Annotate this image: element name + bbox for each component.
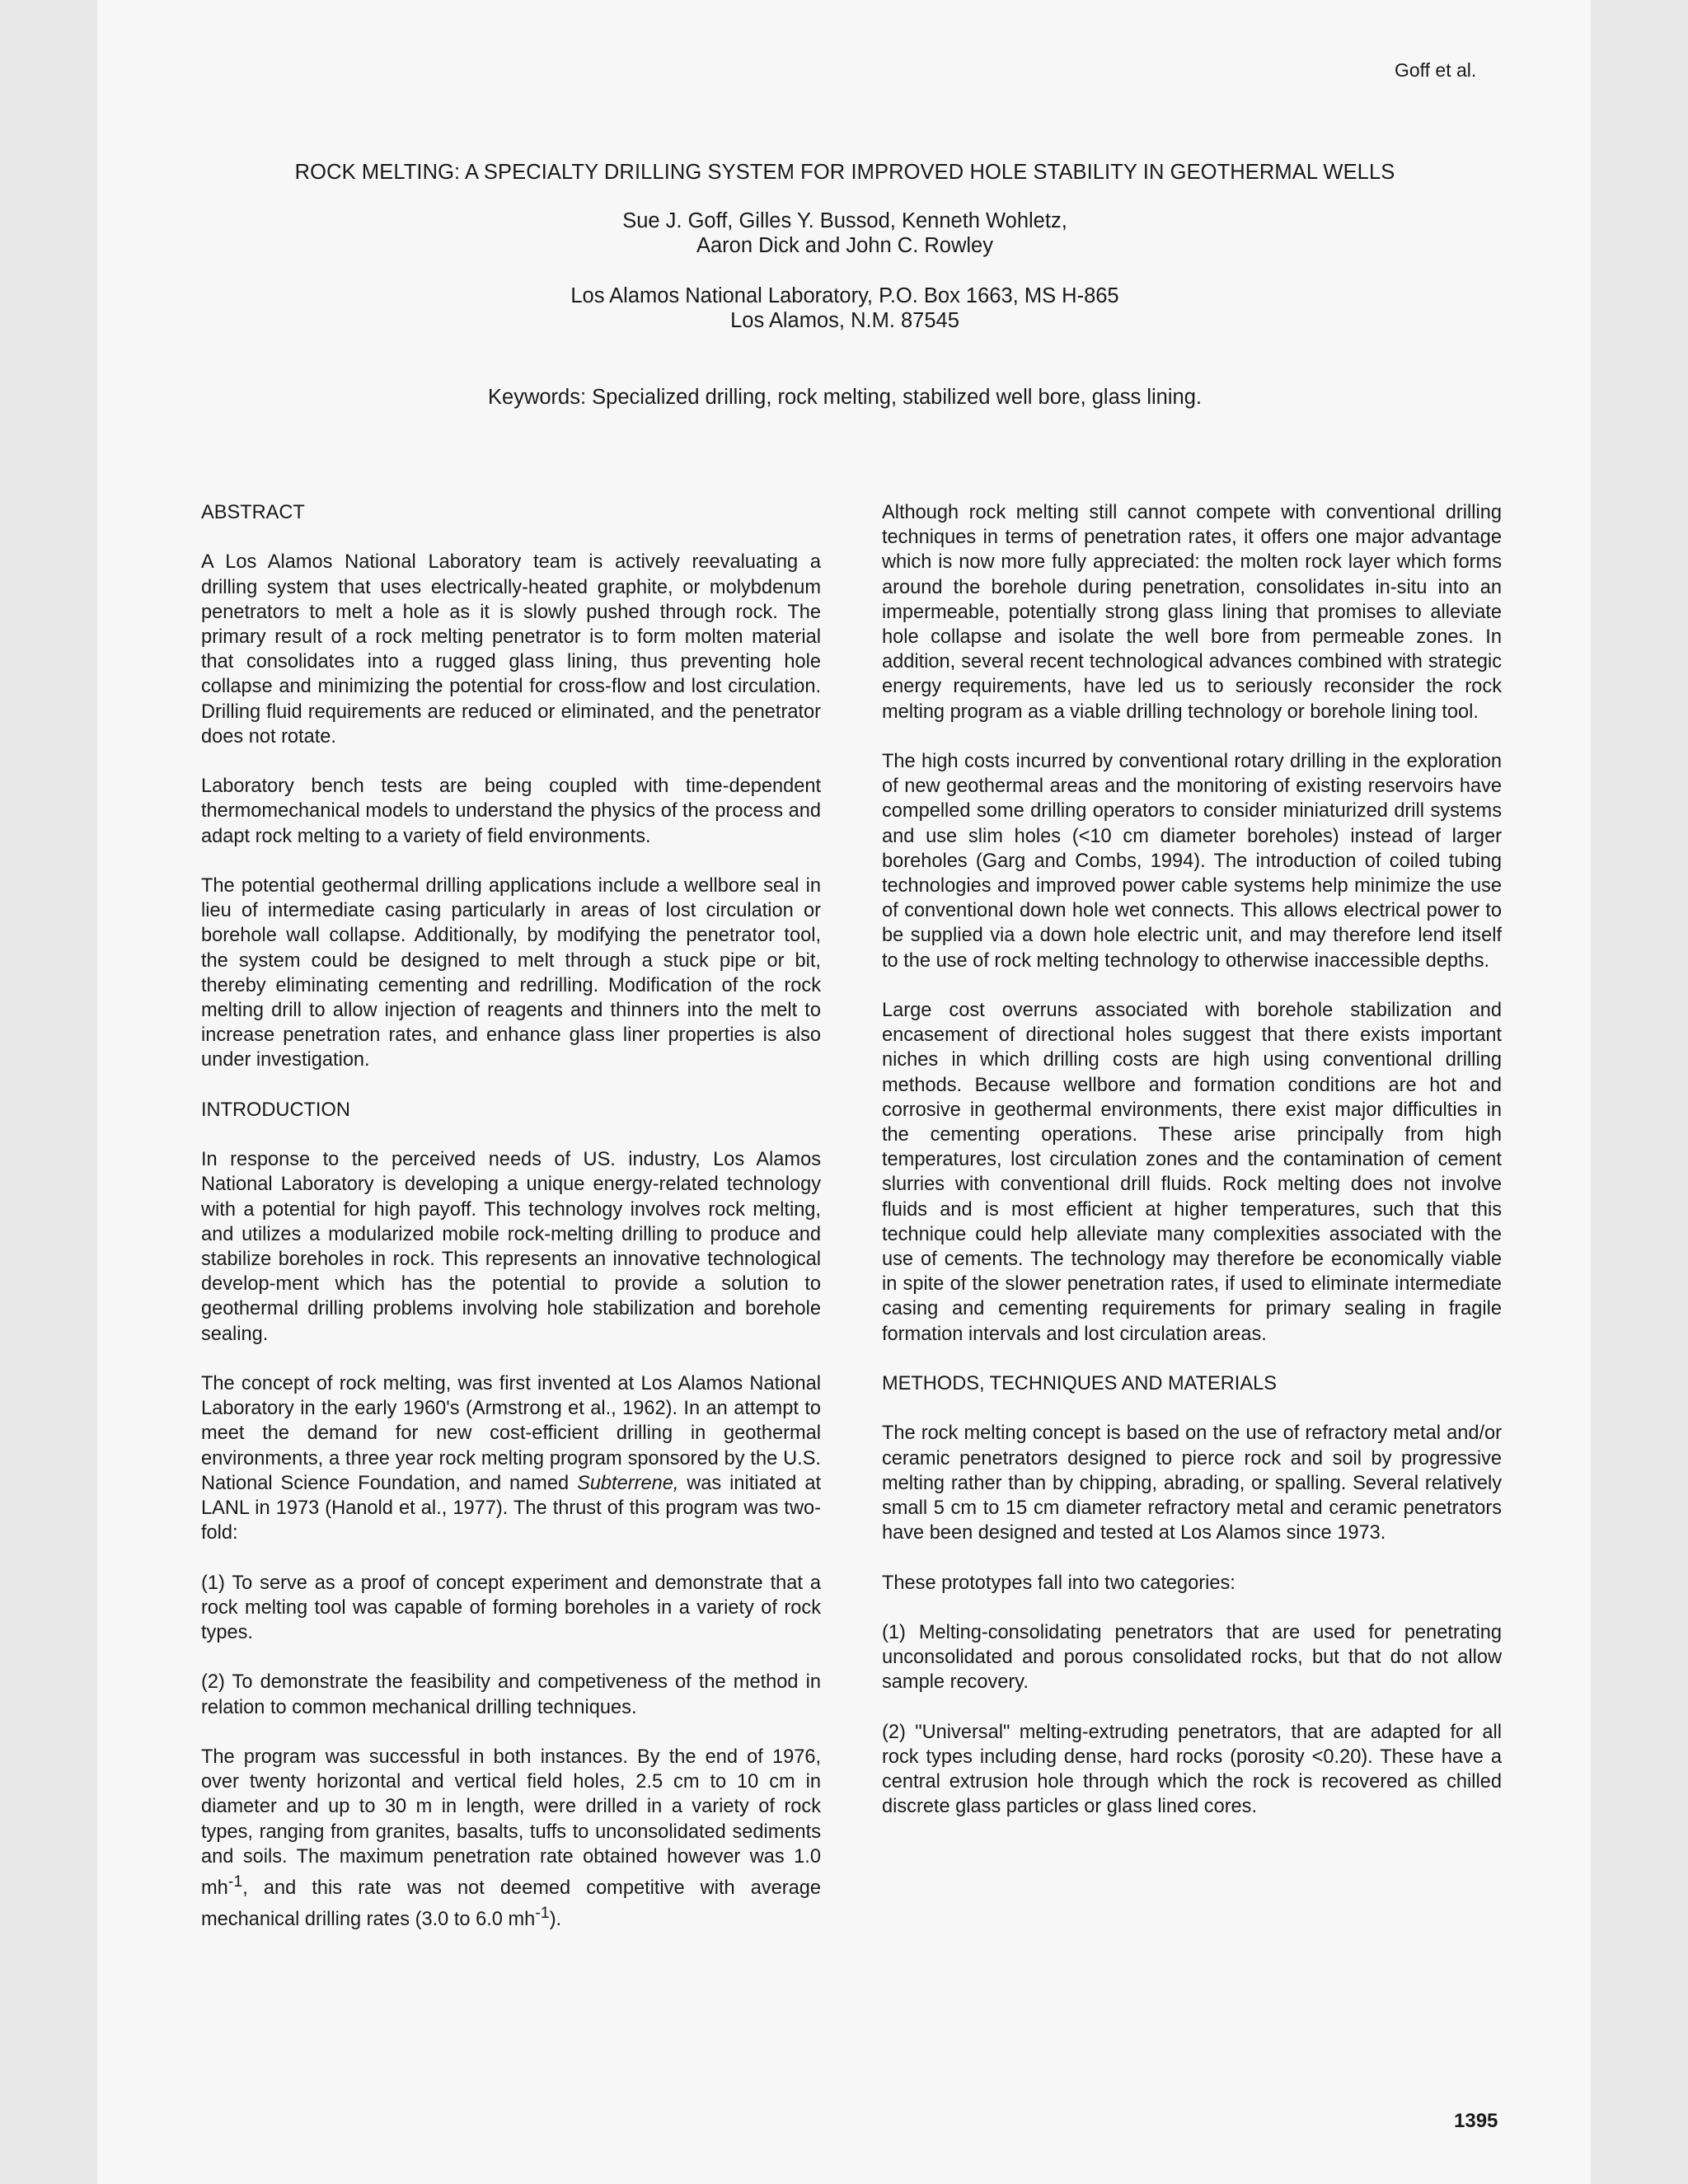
abstract-paragraph: The potential geothermal drilling applications include a wellbore seal in lieu of intermediate casing particularly in areas of lost circulation or borehole wall collapse. Additionally, by modifying the penetrator tool, the system could be designed to melt through a stuck pipe or bit, thereby eliminating cementing and redrilling. Modification of the rock melting drill to allow injection of reagents and thinners into the melt to increase penetration rates, and enhance glass liner properties is also under investigation. [201,875,821,1071]
author-line: Sue J. Goff, Gilles Y. Bussod, Kenneth Wohletz, [622,209,1067,232]
abstract-paragraph: A Los Alamos National Laboratory team is actively reevaluating a drilling system that uses electrically-heated graphite, or molybdenum penetrators to melt a hole as it is slowly pushed through rock. The primary result of a rock melting penetrator is to form molten material that consolidates into a rugged glass lining, thus preventing hole collapse and minimizing the potential for cross-flow and lost circulation. Drilling fluid requirements are reduced or eliminated, and the penetrator does not rotate. [201,551,821,748]
abstract-heading: ABSTRACT [201,502,305,523]
list-item: (1) To serve as a proof of concept experiment and demonstrate that a rock melting tool was capable of forming boreholes in a variety of rock types. [201,1572,821,1644]
body-paragraph: Large cost overruns associated with borehole stabilization and encasement of directional holes suggest that there exists important niches in which drilling costs are high using conventional drilling methods. Because wellbore and formation conditions are hot and corrosive in geothermal environments, there exist major difficulties in the cementing operations. These arise principally from high temperatures, lost circulation zones and the contamination of cement slurries with conventional drill fluids. Rock melting does not involve fluids and is most efficient at higher temperatures, such that this technique could help alleviate many complexities associated with the use of cements. The technology may therefore be economically viable in spite of the slower penetration rates, if used to eliminate intermediate casing and cementing requirements for primary sealing in fragile formation intervals and lost circulation areas. [882,1000,1502,1345]
superscript: -1 [535,1904,550,1923]
right-column [882,500,1502,1844]
affiliation-line: Los Alamos National Laboratory, P.O. Box 1663, MS H-865 [570,284,1119,307]
keywords: Keywords: Specialized drilling, rock melting, stabilized well bore, glass lining. [488,386,1202,409]
list-item: (2) To demonstrate the feasibility and competiveness of the method in relation to common mechanical drilling techniques. [201,1671,821,1718]
running-head: Goff et al. [1395,59,1477,81]
text-run: , and this rate was not deemed competitive with average mechanical drilling rates (3.0 to 6.0 mh [201,1877,821,1930]
abstract-paragraph: Laboratory bench tests are being coupled with time-dependent thermomechanical models to understand the physics of the process and adapt rock melting to a variety of field environments. [201,776,821,847]
body-paragraph: The rock melting concept is based on the use of refractory metal and/or ceramic penetrators designed to pierce rock and soil by progressive melting rather than by chipping, abrading, or spalling. Several relatively small 5 cm to 15 cm diameter refractory metal and ceramic penetrators have been designed and tested at Los Alamos since 1973. [882,1422,1502,1544]
superscript: -1 [227,1872,243,1891]
author-line: Aaron Dick and John C. Rowley [696,234,993,257]
body-paragraph: Although rock melting still cannot compete with conventional drilling techniques in terms of penetration rates, it offers one major advantage which is now more fully appreciated: the molten rock layer which forms around the borehole during penetration, consolidates in-situ into an impermeable, potentially strong glass lining that promises to alleviate hole collapse and isolate the well bore from permeable zones. In addition, several recent technological advances combined with strategic energy requirements, have led us to seriously reconsider the rock melting program as a viable drilling technology or borehole lining tool. [882,502,1502,723]
text-run: ). [549,1908,562,1930]
author-block [206,209,1484,258]
list-item: (2) "Universal" melting-extruding penetrators, that are adapted for all rock types including dense, hard rocks (porosity <0.20). These have a central extrusion hole through which the rock is recovered as chilled discrete glass particles or glass lined cores. [882,1721,1502,1818]
italic-term: Subterrene, [577,1472,679,1494]
text-run: The program was successful in both instances. By the end of 1976, over twenty horizontal and vertical field holes, 2.5 cm to 10 cm in diameter and up to 30 m in length, were drilled in a variety of rock types, ranging from granites, basalts, tuffs to unconsolidated sediments and soils. The maximum penetration rate obtained however was 1.0 mh [201,1746,821,1899]
methods-heading: METHODS, TECHNIQUES AND MATERIALS [882,1373,1277,1395]
introduction-paragraph [201,1371,821,1545]
page-number: 1395 [1454,2110,1498,2132]
text-run: The concept of rock melting, was first invented at Los Alamos National Laboratory in the early 1960's (Armstrong et al., 1962). In an attempt to meet the demand for new cost-efficient drilling in geothermal environments, a three year rock melting program sponsored by the U.S. National Science Foundation, and named [201,1373,821,1494]
paper-title: ROCK MELTING: A SPECIALTY DRILLING SYSTEM FOR IMPROVED HOLE STABILITY IN GEOTHERMAL WELLS [294,161,1395,184]
introduction-paragraph: In response to the perceived needs of US. industry, Los Alamos National Laboratory is developing a unique energy-related technology with a potential for high payoff. This technology involves rock melting, and utilizes a modularized mobile rock-melting drilling to produce and stabilize boreholes in rock. This represents an innovative technological develop-ment which has the potential to provide a solution to geothermal drilling problems involving hole stabilization and borehole sealing. [201,1149,821,1345]
left-column [201,500,821,1957]
affiliation-line: Los Alamos, N.M. 87545 [730,309,959,332]
affiliation-block [206,284,1484,333]
text-run: was initiated at LANL in 1973 (Hanold et al., 1977). The thrust of this program was two-fold: [201,1472,821,1544]
introduction-heading: INTRODUCTION [201,1099,350,1121]
introduction-paragraph [201,1745,821,1932]
list-item: (1) Melting-consolidating penetrators that are used for penetrating unconsolidated and porous consolidated rocks, but that do not allow sample recovery. [882,1622,1502,1694]
body-paragraph: The high costs incurred by conventional rotary drilling in the exploration of new geothermal areas and the monitoring of existing reservoirs have compelled some drilling operators to consider miniaturized drill systems and use slim holes (<10 cm diameter boreholes) instead of larger boreholes (Garg and Combs, 1994). The introduction of coiled tubing technologies and improved power cable systems help minimize the use of conventional down hole wet connects. This allows electrical power to be supplied via a down hole electric unit, and may therefore lend itself to the use of rock melting technology to otherwise inaccessible depths. [882,751,1502,972]
body-paragraph: These prototypes fall into two categories: [882,1572,1236,1594]
